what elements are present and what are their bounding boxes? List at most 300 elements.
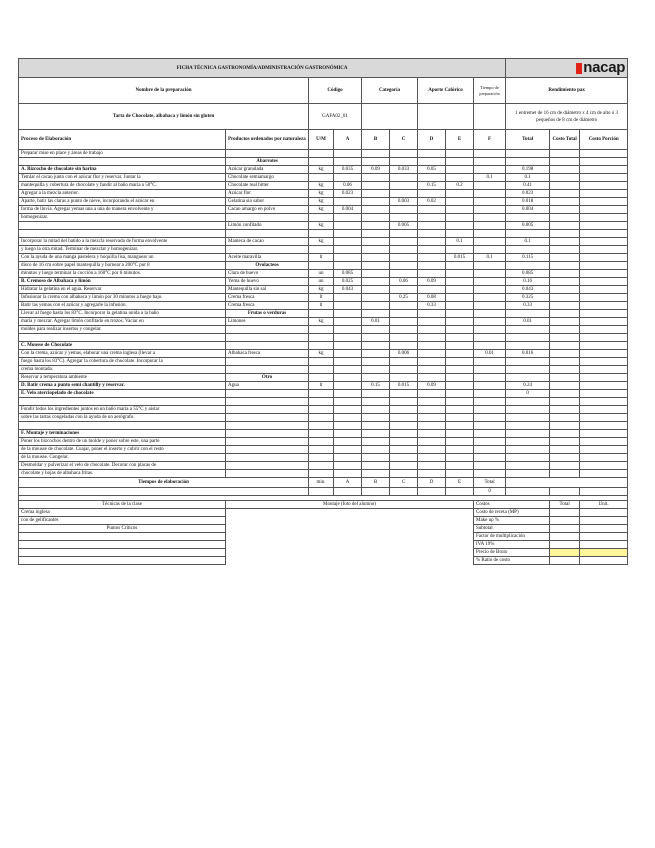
cell-e bbox=[446, 342, 474, 350]
cell-costo-porcion bbox=[580, 342, 628, 350]
col-costo-total: Costo Total bbox=[550, 130, 580, 150]
cell-tot: 0.198 bbox=[506, 166, 550, 174]
cell-b bbox=[362, 158, 390, 166]
cell-d bbox=[418, 334, 446, 342]
cell-um: un bbox=[309, 278, 334, 286]
sheet-title: FICHA TÉCNICA GASTRONOMÍA/ADMINISTRACIÓN GASTRONÓMICA bbox=[19, 59, 506, 78]
montaje-area bbox=[226, 517, 474, 525]
cost-total bbox=[550, 541, 580, 549]
cell-e: 0.015 bbox=[446, 254, 474, 262]
cell-b bbox=[362, 246, 390, 254]
cell-c bbox=[390, 286, 418, 294]
tiempos-blank-2 bbox=[19, 488, 309, 496]
cell-c bbox=[390, 302, 418, 310]
cell-costo-total bbox=[550, 310, 580, 318]
cell-b bbox=[362, 198, 390, 206]
cell-costo-total bbox=[550, 238, 580, 246]
cell-um: kg bbox=[309, 318, 334, 326]
cell-b bbox=[362, 182, 390, 190]
product-section: Frutas o verduras bbox=[226, 310, 309, 318]
cell-c: 0.006 bbox=[390, 350, 418, 358]
cell-d bbox=[418, 358, 446, 366]
cell-f bbox=[474, 422, 506, 430]
cell-e: 0.1 bbox=[446, 238, 474, 246]
process-step bbox=[19, 334, 226, 342]
cell-a bbox=[334, 326, 362, 334]
cell-costo-total bbox=[550, 294, 580, 302]
product-name bbox=[226, 462, 309, 470]
cell-d bbox=[418, 206, 446, 214]
cell-costo-porcion bbox=[580, 198, 628, 206]
table-row bbox=[19, 182, 628, 190]
cell-b bbox=[362, 350, 390, 358]
cell-costo-total bbox=[550, 174, 580, 182]
cell-um: kg bbox=[309, 190, 334, 198]
cell-b bbox=[362, 214, 390, 222]
process-step bbox=[19, 422, 226, 430]
tiempos-total-value: 0 bbox=[474, 488, 506, 496]
cell-b bbox=[362, 326, 390, 334]
table-row bbox=[19, 270, 628, 278]
cell-e bbox=[446, 350, 474, 358]
cell-b bbox=[362, 422, 390, 430]
product-name: Albahaca fresca bbox=[226, 350, 309, 358]
process-step: Incorporar la mitad del batido a la mezcla reservada de forma envolvente bbox=[19, 238, 226, 246]
cell-um bbox=[309, 150, 334, 158]
cell-costo-porcion bbox=[580, 318, 628, 326]
process-step: Desmoldar y pulverizar el velo de chocolate. Decorar con placas de bbox=[19, 462, 226, 470]
cell-um: kg bbox=[309, 206, 334, 214]
cell-b bbox=[362, 446, 390, 454]
product-name: Clara de huevo bbox=[226, 270, 309, 278]
tiempos-b: B bbox=[362, 478, 390, 488]
process-step: fuego hasta los 83°C). Agregar la cobertura de chocolate. Incorporar la bbox=[19, 358, 226, 366]
cell-f bbox=[474, 302, 506, 310]
cell-costo-total bbox=[550, 222, 580, 230]
cell-b bbox=[362, 190, 390, 198]
cell-e bbox=[446, 470, 474, 478]
cell-d bbox=[418, 366, 446, 374]
process-step: Aparte, batir las claras a punto de nieve, incorporando el azúcar en bbox=[19, 198, 226, 206]
table-row bbox=[19, 318, 628, 326]
cell-um bbox=[309, 406, 334, 414]
table-row bbox=[19, 294, 628, 302]
cost-unit bbox=[580, 557, 628, 565]
cell-d bbox=[418, 430, 446, 438]
col-um: U/M bbox=[309, 130, 334, 150]
product-name: Cacao amargo en polvo bbox=[226, 206, 309, 214]
product-section: Ovolacteos bbox=[226, 262, 309, 270]
cell-b bbox=[362, 238, 390, 246]
product-name bbox=[226, 358, 309, 366]
cell-e bbox=[446, 382, 474, 390]
cost-unit bbox=[580, 517, 628, 525]
cell-tot bbox=[506, 334, 550, 342]
table-row bbox=[19, 326, 628, 334]
cell-um: kg bbox=[309, 286, 334, 294]
tecnica-item bbox=[19, 541, 226, 549]
cell-b bbox=[362, 334, 390, 342]
process-step: homogenizar. bbox=[19, 214, 226, 222]
header-codigo: Código bbox=[309, 78, 362, 104]
montaje-area bbox=[226, 509, 474, 517]
product-name: Yema de huevo bbox=[226, 278, 309, 286]
table-row bbox=[19, 438, 628, 446]
cell-tot bbox=[506, 150, 550, 158]
table-row bbox=[19, 246, 628, 254]
cell-f bbox=[474, 470, 506, 478]
cell-a bbox=[334, 342, 362, 350]
cell-tot: 0.1 bbox=[506, 238, 550, 246]
cell-c bbox=[390, 262, 418, 270]
cell-a bbox=[334, 430, 362, 438]
cell-costo-total bbox=[550, 214, 580, 222]
product-name: Chocolate real bitter bbox=[226, 182, 309, 190]
cell-c bbox=[390, 174, 418, 182]
product-name bbox=[226, 214, 309, 222]
cell-a bbox=[334, 310, 362, 318]
costos-unit-header: Unit. bbox=[580, 501, 628, 509]
tecnica-item: Puntos Críticos bbox=[19, 525, 226, 533]
cell-c: 0.005 bbox=[390, 222, 418, 230]
cell-tot bbox=[506, 454, 550, 462]
cell-um bbox=[309, 310, 334, 318]
process-step: Llevar al fuego hasta los 83°C. Incorporar la gelatina unida a la baño bbox=[19, 310, 226, 318]
process-step: y luego la otra mitad. Terminar de mezclar y homogenizar. bbox=[19, 246, 226, 254]
cell-costo-porcion bbox=[580, 302, 628, 310]
process-step: F. Montaje y terminaciones bbox=[19, 430, 226, 438]
cell-c bbox=[390, 406, 418, 414]
cell-f bbox=[474, 270, 506, 278]
cell-c bbox=[390, 462, 418, 470]
table-row bbox=[19, 366, 628, 374]
cell-costo-porcion bbox=[580, 182, 628, 190]
cell-e bbox=[446, 374, 474, 382]
cell-e bbox=[446, 366, 474, 374]
cell-c bbox=[390, 390, 418, 398]
table-row bbox=[19, 334, 628, 342]
cost-total bbox=[550, 557, 580, 565]
cell-costo-porcion bbox=[580, 398, 628, 406]
cell-d bbox=[418, 342, 446, 350]
cell-f: 0.01 bbox=[474, 350, 506, 358]
cell-a bbox=[334, 470, 362, 478]
cell-c bbox=[390, 270, 418, 278]
cell-tot: 0.085 bbox=[506, 270, 550, 278]
cell-costo-total bbox=[550, 406, 580, 414]
tecnica-item: Crema inglesa bbox=[19, 509, 226, 517]
cell-tot bbox=[506, 262, 550, 270]
cell-f bbox=[474, 214, 506, 222]
cell-b bbox=[362, 390, 390, 398]
cell-tot bbox=[506, 342, 550, 350]
cell-um bbox=[309, 326, 334, 334]
cell-b bbox=[362, 366, 390, 374]
cell-costo-total bbox=[550, 254, 580, 262]
cell-a bbox=[334, 302, 362, 310]
cell-c: 0.06 bbox=[390, 278, 418, 286]
cell-tot bbox=[506, 422, 550, 430]
cell-um: lt bbox=[309, 382, 334, 390]
cell-costo-porcion bbox=[580, 382, 628, 390]
cell-um: lt bbox=[309, 294, 334, 302]
product-name: Gelatina sin sabor bbox=[226, 198, 309, 206]
col-costo-porcion: Costo Porción bbox=[580, 130, 628, 150]
tecnica-item bbox=[19, 549, 226, 557]
cell-e bbox=[446, 358, 474, 366]
table-row bbox=[19, 198, 628, 206]
cell-d: 0.05 bbox=[418, 166, 446, 174]
cell-um bbox=[309, 358, 334, 366]
cell-tot bbox=[506, 438, 550, 446]
cell-f bbox=[474, 398, 506, 406]
table-row bbox=[19, 342, 628, 350]
cell-c bbox=[390, 206, 418, 214]
cell-d bbox=[418, 462, 446, 470]
cell-costo-porcion bbox=[580, 470, 628, 478]
cell-costo-porcion bbox=[580, 150, 628, 158]
cell-a bbox=[334, 398, 362, 406]
cell-costo-total bbox=[550, 342, 580, 350]
product-name bbox=[226, 390, 309, 398]
logo bbox=[506, 59, 628, 78]
cell-a: 0.043 bbox=[334, 286, 362, 294]
cell-costo-porcion bbox=[580, 390, 628, 398]
cell-d bbox=[418, 238, 446, 246]
tiempos-e: E bbox=[446, 478, 474, 488]
cell-costo-total bbox=[550, 430, 580, 438]
cell-b bbox=[362, 430, 390, 438]
cell-costo-total bbox=[550, 366, 580, 374]
recipe-calories bbox=[418, 104, 474, 130]
process-step: Agregar a la mezcla anterior. bbox=[19, 190, 226, 198]
cell-b bbox=[362, 374, 390, 382]
cell-um: kg bbox=[309, 182, 334, 190]
product-name: Manteca de cacao bbox=[226, 238, 309, 246]
cell-costo-porcion bbox=[580, 238, 628, 246]
cell-um: kg bbox=[309, 198, 334, 206]
product-name: Crema fresca bbox=[226, 294, 309, 302]
cell-e bbox=[446, 286, 474, 294]
montaje-area bbox=[226, 541, 474, 549]
table-row bbox=[19, 374, 628, 382]
col-proceso: Proceso de Elaboración bbox=[19, 130, 226, 150]
montaje-header: Montaje (foto del alumno) bbox=[226, 501, 474, 509]
cell-f bbox=[474, 374, 506, 382]
cell-f bbox=[474, 206, 506, 214]
product-name: Azúcar flor bbox=[226, 190, 309, 198]
cell-b bbox=[362, 286, 390, 294]
cell-d bbox=[418, 374, 446, 382]
product-name bbox=[226, 446, 309, 454]
cell-costo-porcion bbox=[580, 190, 628, 198]
cell-d bbox=[418, 214, 446, 222]
cell-b bbox=[362, 310, 390, 318]
cell-costo-porcion bbox=[580, 254, 628, 262]
cell-d bbox=[418, 470, 446, 478]
cell-costo-porcion bbox=[580, 414, 628, 422]
cell-a: 0.023 bbox=[334, 190, 362, 198]
cell-costo-total bbox=[550, 470, 580, 478]
table-row bbox=[19, 422, 628, 430]
cell-a bbox=[334, 198, 362, 206]
cell-um bbox=[309, 438, 334, 446]
product-name: Limón confitado bbox=[226, 222, 309, 230]
cell-f bbox=[474, 342, 506, 350]
cell-e bbox=[446, 278, 474, 286]
cell-c bbox=[390, 190, 418, 198]
cell-d bbox=[418, 318, 446, 326]
cell-b: 0.01 bbox=[362, 318, 390, 326]
cost-total bbox=[550, 517, 580, 525]
table-row bbox=[19, 350, 628, 358]
cell-b bbox=[362, 254, 390, 262]
cell-e bbox=[446, 246, 474, 254]
table-row bbox=[19, 190, 628, 198]
cell-tot: 0.33 bbox=[506, 302, 550, 310]
cell-tot: 0 bbox=[506, 390, 550, 398]
cell-b bbox=[362, 302, 390, 310]
cost-row bbox=[19, 557, 628, 565]
product-name bbox=[226, 406, 309, 414]
cell-costo-total bbox=[550, 438, 580, 446]
cell-um bbox=[309, 174, 334, 182]
table-row bbox=[19, 222, 628, 230]
cell-f bbox=[474, 150, 506, 158]
cell-b bbox=[362, 222, 390, 230]
cell-costo-total bbox=[550, 390, 580, 398]
cell-f bbox=[474, 198, 506, 206]
process-step: crema montada. bbox=[19, 366, 226, 374]
cell-a bbox=[334, 406, 362, 414]
cell-e bbox=[446, 390, 474, 398]
cell-c bbox=[390, 334, 418, 342]
cell-um: kg bbox=[309, 222, 334, 230]
cost-label: Factor de multiplicación bbox=[474, 533, 550, 541]
cell-d: 0.33 bbox=[418, 302, 446, 310]
cell-f bbox=[474, 230, 506, 238]
sheet-table bbox=[18, 58, 628, 565]
table-row bbox=[19, 454, 628, 462]
cell-costo-porcion bbox=[580, 222, 628, 230]
cell-costo-total bbox=[550, 262, 580, 270]
col-d: D bbox=[418, 130, 446, 150]
cell-tot bbox=[506, 326, 550, 334]
cell-c bbox=[390, 158, 418, 166]
cell-tot bbox=[506, 358, 550, 366]
cell-c bbox=[390, 414, 418, 422]
cost-label: Costo de receta (MP) bbox=[474, 509, 550, 517]
cell-b bbox=[362, 294, 390, 302]
table-row bbox=[19, 446, 628, 454]
table-row bbox=[19, 398, 628, 406]
cell-costo-total bbox=[550, 318, 580, 326]
recipe-category bbox=[362, 104, 418, 130]
table-row bbox=[19, 382, 628, 390]
cell-e bbox=[446, 270, 474, 278]
cell-costo-porcion bbox=[580, 374, 628, 382]
cell-a bbox=[334, 294, 362, 302]
cell-b bbox=[362, 358, 390, 366]
cell-b bbox=[362, 342, 390, 350]
cell-costo-porcion bbox=[580, 166, 628, 174]
cell-tot bbox=[506, 470, 550, 478]
process-step: Poner los bizcochos dentro de un molde y poner sobre este, una parte bbox=[19, 438, 226, 446]
montaje-area bbox=[226, 533, 474, 541]
cell-f bbox=[474, 446, 506, 454]
cell-costo-total bbox=[550, 462, 580, 470]
cell-d bbox=[418, 310, 446, 318]
cell-a bbox=[334, 214, 362, 222]
table-row bbox=[19, 214, 628, 222]
tiempos-um: min. bbox=[309, 478, 334, 488]
cell-costo-porcion bbox=[580, 286, 628, 294]
cell-costo-total bbox=[550, 206, 580, 214]
cell-f bbox=[474, 438, 506, 446]
cell-costo-total bbox=[550, 302, 580, 310]
cell-d bbox=[418, 246, 446, 254]
cell-costo-porcion bbox=[580, 438, 628, 446]
cell-d bbox=[418, 438, 446, 446]
cell-costo-total bbox=[550, 358, 580, 366]
cell-f bbox=[474, 158, 506, 166]
cell-costo-total bbox=[550, 414, 580, 422]
cell-a: 0.025 bbox=[334, 278, 362, 286]
cell-tot bbox=[506, 446, 550, 454]
tecnica-item bbox=[19, 557, 226, 565]
cell-costo-porcion bbox=[580, 206, 628, 214]
cell-e bbox=[446, 454, 474, 462]
process-step: Infusionar la crema con albahaca y limón por 30 minutos a fuego bajo. bbox=[19, 294, 226, 302]
cost-row bbox=[19, 525, 628, 533]
cell-c bbox=[390, 182, 418, 190]
cell-um bbox=[309, 342, 334, 350]
process-step: Temlar el cacao junto con el azúcar flor y reservar. Juntar la bbox=[19, 174, 226, 182]
process-step: forma de lluvia. Agregar yemas una a una de manera envolvente y bbox=[19, 206, 226, 214]
process-step: C. Mousse de Chocolate bbox=[19, 342, 226, 350]
cell-costo-total bbox=[550, 326, 580, 334]
cell-a bbox=[334, 366, 362, 374]
cell-a bbox=[334, 262, 362, 270]
cell-c bbox=[390, 318, 418, 326]
cell-e bbox=[446, 158, 474, 166]
cell-costo-porcion bbox=[580, 350, 628, 358]
cell-c bbox=[390, 246, 418, 254]
cell-costo-total bbox=[550, 382, 580, 390]
cell-d bbox=[418, 150, 446, 158]
cell-a bbox=[334, 238, 362, 246]
process-step: de la mousse de chocolate. Cuajar, poner el inserto y cubrir con el resto bbox=[19, 446, 226, 454]
cell-c bbox=[390, 310, 418, 318]
product-name bbox=[226, 398, 309, 406]
col-a: A bbox=[334, 130, 362, 150]
process-step: Con la crema, azúcar y yemas, elaborar una crema inglesa (llevar a bbox=[19, 350, 226, 358]
cell-f bbox=[474, 310, 506, 318]
cell-f bbox=[474, 390, 506, 398]
product-name: Limones bbox=[226, 318, 309, 326]
process-step: disco de 16 cm sobre papel mantequilla y hornear a 200°C por 8 bbox=[19, 262, 226, 270]
cell-f bbox=[474, 262, 506, 270]
cell-b bbox=[362, 438, 390, 446]
cell-costo-total bbox=[550, 270, 580, 278]
cost-total bbox=[550, 525, 580, 533]
cell-costo-total bbox=[550, 446, 580, 454]
product-name bbox=[226, 422, 309, 430]
cell-d bbox=[418, 350, 446, 358]
cost-row bbox=[19, 549, 628, 557]
cell-f bbox=[474, 462, 506, 470]
table-row bbox=[19, 286, 628, 294]
